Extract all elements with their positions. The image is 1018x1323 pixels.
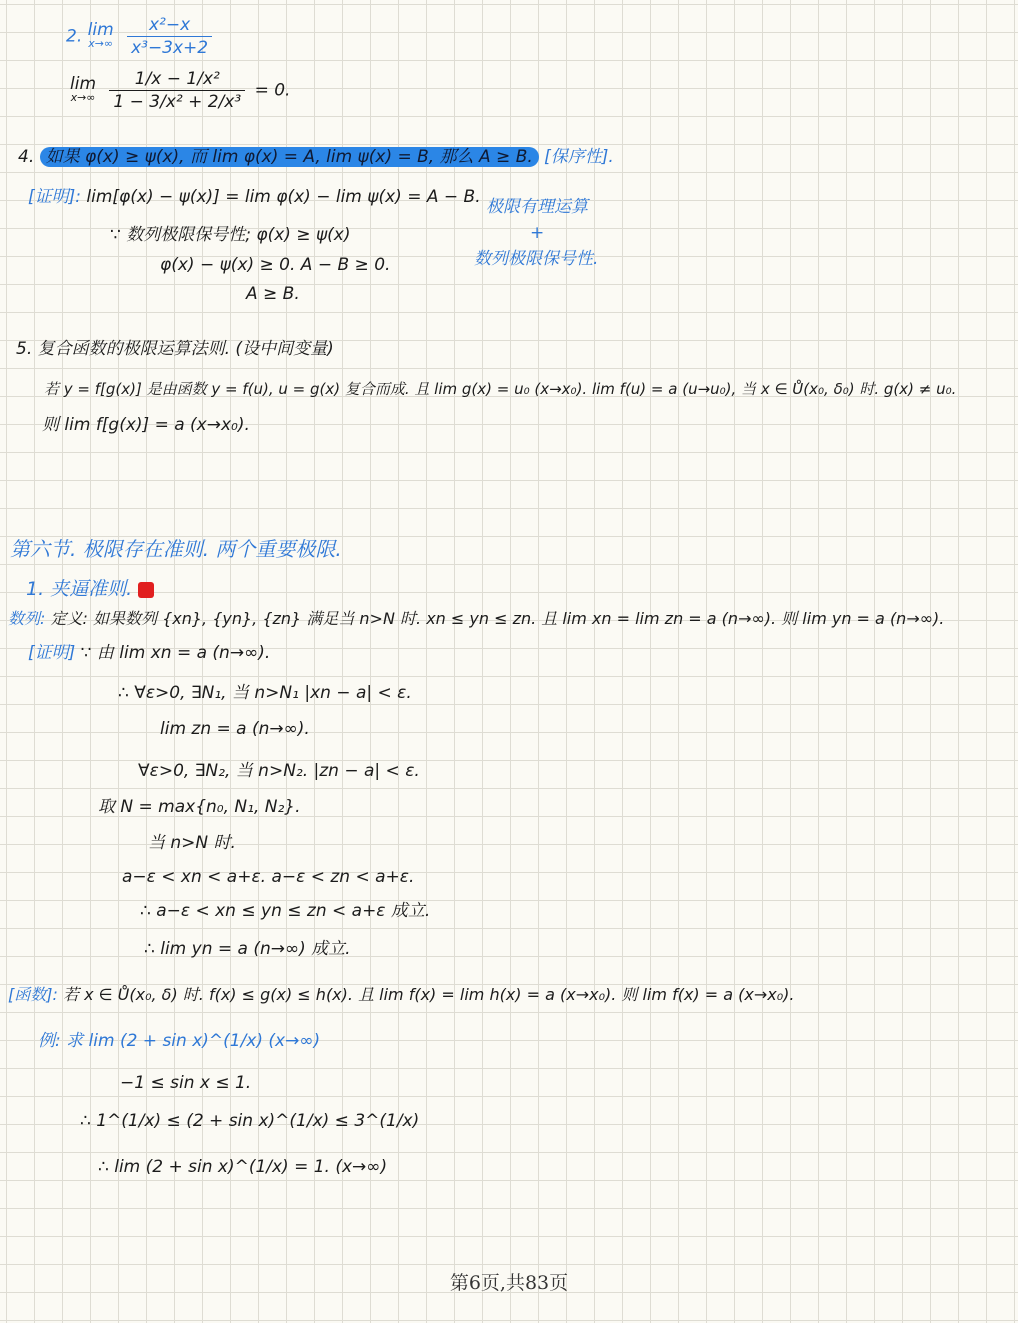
- squeeze-p9: ∴ lim yn = a (n→∞) 成立.: [144, 939, 351, 959]
- sec4-proof-line1: [28, 186, 481, 208]
- page-footer: 第6页,共83页: [449, 1272, 569, 1294]
- lim-operator-2: [70, 73, 97, 105]
- step-denominator: 1 − 3/x² + 2/x³: [113, 92, 242, 112]
- example-step2: ∴ 1^(1/x) ≤ (2 + sin x)^(1/x) ≤ 3^(1/x): [80, 1111, 420, 1131]
- sec4-statement: [18, 146, 614, 168]
- sec5-line1: 若 y = f[g(x)] 是由函数 y = f(u), u = g(x) 复合而成. 且 lim g(x) = u₀ (x→x₀). lim f(u) = a (u→u₀), 当 x ∈ Ů(x₀, δ₀) 时. g(x) ≠ u₀.: [44, 380, 957, 398]
- sec4-tag: [保序性].: [544, 147, 614, 167]
- lim-operator: [87, 19, 114, 51]
- sec4-highlight: 如果 φ(x) ≥ ψ(x), 而 lim φ(x) = A, lim ψ(x) = B, 那么 A ≥ B.: [40, 147, 539, 167]
- section6-title: 第六节. 极限存在准则. 两个重要极限.: [10, 537, 342, 561]
- lim-sub: x→∞: [88, 36, 114, 50]
- red-mark-icon: [138, 582, 154, 598]
- note-rational-ops: 极限有理运算: [486, 197, 588, 217]
- fraction-numerator: x²−x: [127, 14, 212, 37]
- example-step3: ∴ lim (2 + sin x)^(1/x) = 1. (x→∞): [98, 1157, 388, 1177]
- sec5-title: [16, 338, 334, 360]
- proof-text-3: φ(x) − ψ(x) ≥ 0. A − B ≥ 0.: [160, 255, 391, 275]
- squeeze-p3: lim zn = a (n→∞).: [160, 719, 310, 739]
- sec4-number: 4.: [18, 147, 35, 167]
- limit-result: = 0.: [254, 80, 291, 101]
- limit-fraction: [127, 14, 212, 59]
- sec5-title-text: 5. 复合函数的极限运算法则. (设中间变量): [16, 339, 334, 359]
- lim-text: lim: [87, 19, 114, 40]
- example-step1: −1 ≤ sin x ≤ 1.: [120, 1073, 252, 1093]
- limit-step: [70, 68, 290, 113]
- example-label: 例:: [38, 1031, 61, 1051]
- squeeze-heading-text: 1. 夹逼准则.: [26, 578, 133, 600]
- squeeze-p2: ∴ ∀ε>0, ∃N₁, 当 n>N₁ |xn − a| < ε.: [118, 683, 412, 703]
- lim-sub-2: x→∞: [70, 90, 96, 104]
- squeeze-p7: a−ε < xn < a+ε. a−ε < zn < a+ε.: [122, 867, 415, 887]
- squeeze-p4: ∀ε>0, ∃N₂, 当 n>N₂. |zn − a| < ε.: [138, 761, 420, 781]
- sec5-line2: 则 lim f[g(x)] = a (x→x₀).: [42, 415, 250, 435]
- seq-label: 数列:: [8, 609, 46, 628]
- note-sign-preserve: 数列极限保号性.: [474, 249, 599, 269]
- note-plus: +: [530, 223, 545, 243]
- limit-label: 2.: [66, 26, 83, 47]
- squeeze-def: [8, 608, 944, 630]
- proof-text-1: lim[φ(x) − ψ(x)] = lim φ(x) − lim ψ(x) = A − B.: [86, 187, 481, 207]
- func-rule: [8, 984, 794, 1006]
- func-text: 若 x ∈ Ů(x₀, δ) 时. f(x) ≤ g(x) ≤ h(x). 且 lim f(x) = lim h(x) = a (x→x₀). 则 lim f(x) = a (x→x₀).: [62, 985, 795, 1004]
- squeeze-heading: [26, 578, 154, 600]
- squeeze-p8: ∴ a−ε < xn ≤ yn ≤ zn < a+ε 成立.: [140, 901, 431, 921]
- fraction-denominator: x³−3x+2: [131, 38, 209, 58]
- func-label: [函数]:: [8, 985, 58, 1004]
- proof-label: [证明]:: [28, 187, 81, 207]
- squeeze-proof-label: [证明]: [28, 643, 76, 663]
- example-line: [38, 1030, 320, 1052]
- limit-example-header: [66, 14, 216, 59]
- lim-text-2: lim: [70, 73, 97, 94]
- step-numerator: 1/x − 1/x²: [109, 68, 245, 91]
- step-fraction: [109, 68, 245, 113]
- squeeze-p1: ∵ 由 lim xn = a (n→∞).: [80, 643, 271, 663]
- proof-text-4: A ≥ B.: [246, 284, 300, 304]
- squeeze-proof-start: [28, 642, 270, 664]
- squeeze-p5: 取 N = max{n₀, N₁, N₂}.: [98, 797, 301, 817]
- example-text: 求 lim (2 + sin x)^(1/x) (x→∞): [66, 1031, 321, 1051]
- proof-text-2: ∵ 数列极限保号性; φ(x) ≥ ψ(x): [110, 225, 351, 245]
- squeeze-p6: 当 n>N 时.: [148, 833, 236, 853]
- squeeze-def-text: 定义: 如果数列 {xn}, {yn}, {zn} 满足当 n>N 时. xn ≤ yn ≤ zn. 且 lim xn = lim zn = a (n→∞). 则 lim yn = a (n→∞).: [50, 609, 945, 628]
